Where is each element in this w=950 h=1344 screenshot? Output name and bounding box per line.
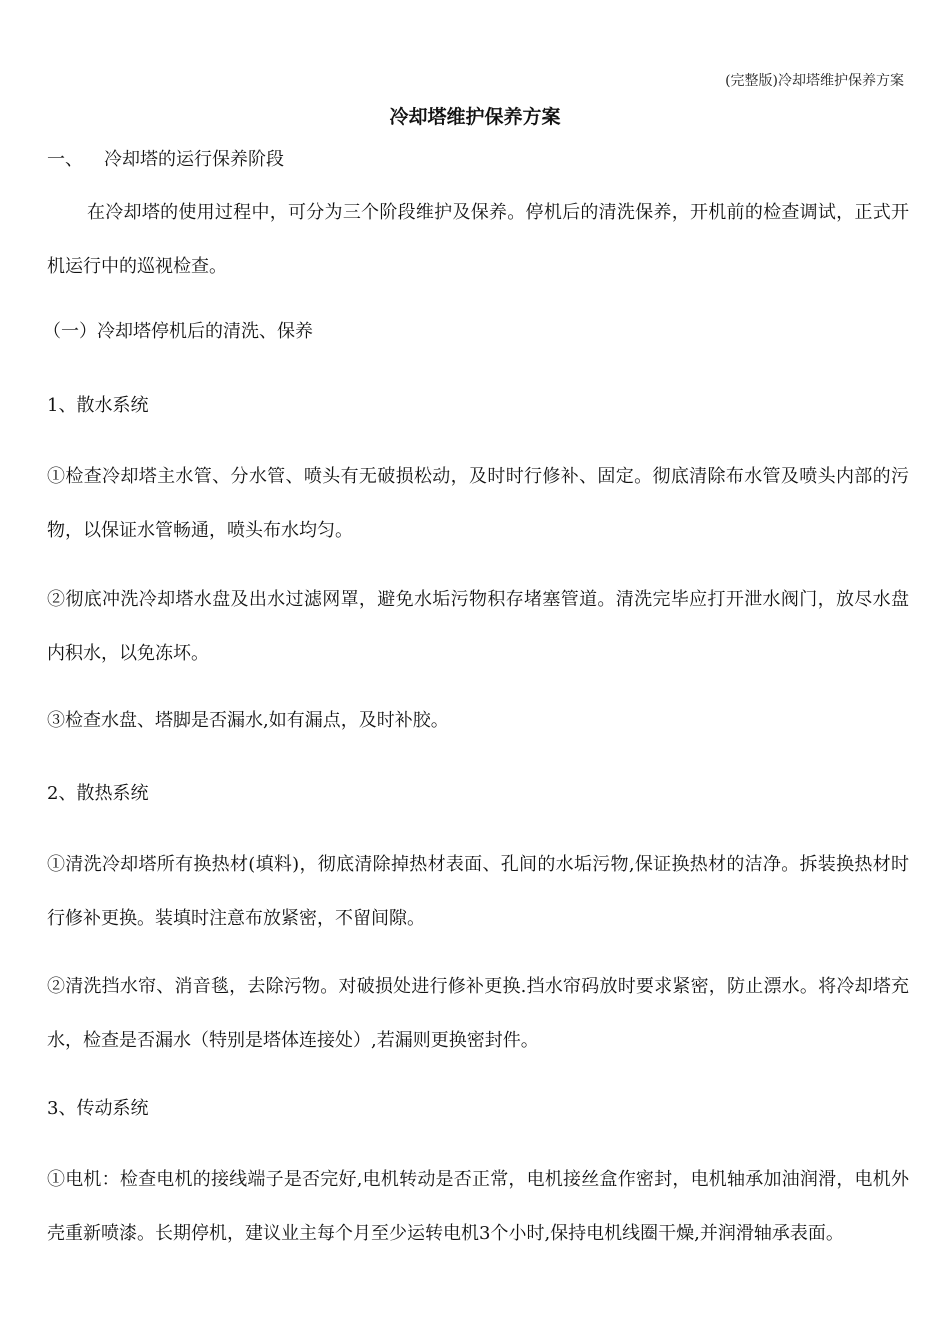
drive-system-item-1: ①电机：检查电机的接线端子是否完好,电机转动是否正常，电机接丝盒作密封，电机轴承加油润滑，电机外壳重新喷漆。长期停机，建议业主每个月至少运转电机3个小时,保持电机线圈干燥,并润滑轴承表面。: [47, 1169, 909, 1244]
section-title: 冷却塔的运行保养阶段: [104, 149, 284, 170]
subsection-heading: （一）冷却塔停机后的清洗、保养: [43, 321, 313, 342]
section-heading-1: [47, 146, 284, 174]
heat-system-item-1: ①清洗冷却塔所有换热材(填料)，彻底清除掉热材表面、孔间的水垢污物,保证换热材的洁净。拆装换热材时行修补更换。装填时注意布放紧密，不留间隙。: [47, 854, 909, 929]
document-title: 冷却塔维护保养方案: [389, 106, 561, 128]
intro-paragraph: 在冷却塔的使用过程中，可分为三个阶段维护及保养。停机后的清洗保养，开机前的检查调试，正式开机运行中的巡视检查。: [47, 202, 909, 277]
section-number: 一、: [47, 149, 83, 170]
heat-system-heading: 2、散热系统: [47, 783, 149, 804]
drive-system-heading: 3、传动系统: [47, 1098, 149, 1119]
water-system-heading: 1、散水系统: [47, 395, 149, 416]
water-system-item-1: ①检查冷却塔主水管、分水管、喷头有无破损松动，及时时行修补、固定。彻底清除布水管及喷头内部的污物，以保证水管畅通，喷头布水均匀。: [47, 466, 909, 541]
header-note: (完整版)冷却塔维护保养方案: [725, 73, 904, 89]
heat-system-item-2: ②清洗挡水帘、消音毯，去除污物。对破损处进行修补更换.挡水帘码放时要求紧密，防止漂水。将冷却塔充水，检查是否漏水（特别是塔体连接处）,若漏则更换密封件。: [47, 976, 909, 1051]
water-system-item-2: ②彻底冲洗冷却塔水盘及出水过滤网罩，避免水垢污物积存堵塞管道。清洗完毕应打开泄水阀门，放尽水盘内积水，以免冻坏。: [47, 589, 909, 664]
water-system-item-3: ③检查水盘、塔脚是否漏水,如有漏点，及时补胶。: [47, 710, 449, 731]
